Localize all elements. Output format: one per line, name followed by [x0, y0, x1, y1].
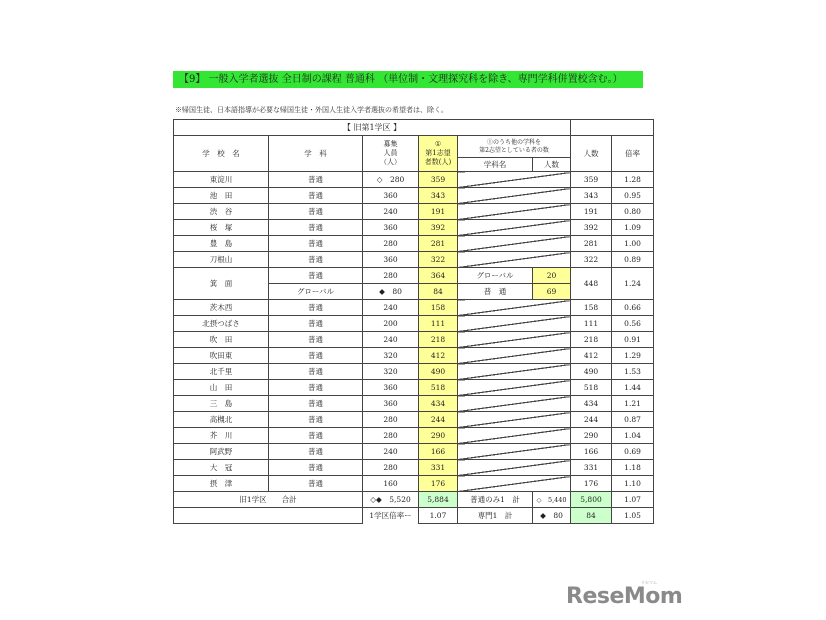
first-choice: 364: [419, 268, 458, 284]
ratio: 1.00: [612, 236, 654, 252]
capacity: 200: [363, 316, 419, 332]
first-choice: 331: [419, 460, 458, 476]
first-choice: 84: [419, 284, 458, 300]
capacity: 240: [363, 444, 419, 460]
school-name: 山 田: [174, 380, 269, 396]
dept: 普通: [269, 348, 363, 364]
empty-cell: [174, 508, 363, 524]
capacity: ◇ 280: [363, 172, 419, 188]
school-name: 渋 谷: [174, 204, 269, 220]
dept: 普通: [269, 332, 363, 348]
empty-cell: [571, 120, 654, 136]
header-second: ①のうち他の学科を 第2志望としている者の数: [458, 136, 571, 158]
dept: 普通: [269, 460, 363, 476]
count: 218: [571, 332, 612, 348]
first-choice: 281: [419, 236, 458, 252]
table-row: [174, 236, 654, 252]
table-row: [174, 188, 654, 204]
ratio: 1.53: [612, 364, 654, 380]
school-name: 刀根山: [174, 252, 269, 268]
ratio: 1.21: [612, 396, 654, 412]
dept: 普通: [269, 300, 363, 316]
count: 244: [571, 412, 612, 428]
table-row: [174, 348, 654, 364]
count: 290: [571, 428, 612, 444]
table-row: [174, 204, 654, 220]
section-title: 【9】 一般入学者選抜 全日制の課程 普通科 （単位制・文理探究科を除き、専門学科併置校含む。）: [173, 71, 643, 88]
school-name: 高槻北: [174, 412, 269, 428]
capacity: 280: [363, 460, 419, 476]
futsu-capacity: ◇ 5,440: [533, 492, 571, 508]
first-choice: 244: [419, 412, 458, 428]
header-second-count: 人数: [533, 158, 571, 172]
second-slash: [458, 476, 571, 492]
first-choice: 176: [419, 476, 458, 492]
first-choice: 359: [419, 172, 458, 188]
ratio: 0.66: [612, 300, 654, 316]
dept: 普通: [269, 444, 363, 460]
first-choice: 343: [419, 188, 458, 204]
school-name: 池 田: [174, 188, 269, 204]
table-row: [174, 396, 654, 412]
table-row: [174, 172, 654, 188]
table-row: [174, 460, 654, 476]
table-row: [174, 252, 654, 268]
count: 331: [571, 460, 612, 476]
count: 176: [571, 476, 612, 492]
count: 518: [571, 380, 612, 396]
table-row: [174, 364, 654, 380]
count: 111: [571, 316, 612, 332]
header-first: ① 第1志望 者数(人): [419, 136, 458, 172]
ratio: 0.80: [612, 204, 654, 220]
header-count: 人数: [571, 136, 612, 172]
second-dept: グローバル: [458, 268, 533, 284]
second-slash: [458, 220, 571, 236]
second-count: 20: [533, 268, 571, 284]
dept: 普通: [269, 428, 363, 444]
school-name: 東淀川: [174, 172, 269, 188]
second-count: 69: [533, 284, 571, 300]
table-row: [174, 332, 654, 348]
ratio: 1.04: [612, 428, 654, 444]
table-row: [174, 300, 654, 316]
dept: 普通: [269, 236, 363, 252]
table-row: [174, 476, 654, 492]
school-name: 豊 島: [174, 236, 269, 252]
header-capacity: 募集 人員 （人）: [363, 136, 419, 172]
dept: 普通: [269, 412, 363, 428]
district-ratio-label: 1学区倍率ー: [363, 508, 419, 524]
capacity: 240: [363, 300, 419, 316]
dept: 普通: [269, 204, 363, 220]
total-label: 旧1学区 合計: [174, 492, 363, 508]
capacity: 360: [363, 396, 419, 412]
second-slash: [458, 364, 571, 380]
first-choice: 518: [419, 380, 458, 396]
capacity: 320: [363, 364, 419, 380]
senmon-capacity: ◆ 80: [533, 508, 571, 524]
count: 343: [571, 188, 612, 204]
ratio: 0.95: [612, 188, 654, 204]
first-choice: 490: [419, 364, 458, 380]
dept: 普通: [269, 396, 363, 412]
note-text: ※帰国生徒、日本語指導が必要な帰国生徒・外国人生徒入学者選抜の希望者は、除く。: [175, 106, 448, 114]
count: 412: [571, 348, 612, 364]
ratio: 0.56: [612, 316, 654, 332]
school-name: 箕 面: [174, 268, 269, 300]
first-choice: 290: [419, 428, 458, 444]
first-choice: 392: [419, 220, 458, 236]
district-ratio-value: 1.07: [419, 508, 458, 524]
count: 448: [571, 268, 612, 300]
count: 359: [571, 172, 612, 188]
dept: 普通: [269, 476, 363, 492]
count: 191: [571, 204, 612, 220]
ratio: 0.89: [612, 252, 654, 268]
futsu-count: 5,800: [571, 492, 612, 508]
first-choice: 111: [419, 316, 458, 332]
first-choice: 191: [419, 204, 458, 220]
first-choice: 322: [419, 252, 458, 268]
second-slash: [458, 428, 571, 444]
ratio: 1.10: [612, 476, 654, 492]
count: 392: [571, 220, 612, 236]
ratio: 0.87: [612, 412, 654, 428]
capacity: ◆ 80: [363, 284, 419, 300]
count: 158: [571, 300, 612, 316]
school-name: 吹 田: [174, 332, 269, 348]
school-name: 阿武野: [174, 444, 269, 460]
ratio: 0.91: [612, 332, 654, 348]
second-slash: [458, 188, 571, 204]
futsu-label: 普通のみ1 計: [458, 492, 533, 508]
senmon-count: 84: [571, 508, 612, 524]
second-slash: [458, 348, 571, 364]
school-name: 北摂つばさ: [174, 316, 269, 332]
capacity: 280: [363, 268, 419, 284]
second-slash: [458, 332, 571, 348]
dept: 普通: [269, 364, 363, 380]
ratio: 1.28: [612, 172, 654, 188]
second-slash: [458, 444, 571, 460]
dept: 普通: [269, 268, 363, 284]
second-slash: [458, 460, 571, 476]
header-second-dept: 学科名: [458, 158, 533, 172]
dept: 普通: [269, 188, 363, 204]
capacity: 280: [363, 236, 419, 252]
second-slash: [458, 172, 571, 188]
table-row: [174, 316, 654, 332]
first-choice: 218: [419, 332, 458, 348]
count: 490: [571, 364, 612, 380]
second-slash: [458, 300, 571, 316]
second-slash: [458, 316, 571, 332]
count: 434: [571, 396, 612, 412]
dept: 普通: [269, 252, 363, 268]
ratio: 0.69: [612, 444, 654, 460]
school-name: 摂 津: [174, 476, 269, 492]
table-row: [174, 412, 654, 428]
count: 166: [571, 444, 612, 460]
table-row: [174, 428, 654, 444]
school-name: 茨木西: [174, 300, 269, 316]
results-table: [173, 119, 654, 524]
header-ratio: 倍率: [612, 136, 654, 172]
capacity: 160: [363, 476, 419, 492]
table-row: [174, 444, 654, 460]
first-choice: 158: [419, 300, 458, 316]
capacity: 360: [363, 188, 419, 204]
dept: 普通: [269, 316, 363, 332]
header-school: 学 校 名: [174, 136, 269, 172]
school-name: 吹田東: [174, 348, 269, 364]
watermark-kana: リセマム: [641, 580, 657, 585]
table-row: [174, 220, 654, 236]
capacity: 240: [363, 332, 419, 348]
school-name: 芥 川: [174, 428, 269, 444]
dept: 普通: [269, 172, 363, 188]
capacity: 360: [363, 380, 419, 396]
second-slash: [458, 396, 571, 412]
school-name: 大 冠: [174, 460, 269, 476]
ratio: 1.09: [612, 220, 654, 236]
count: 281: [571, 236, 612, 252]
capacity: 280: [363, 428, 419, 444]
first-choice: 166: [419, 444, 458, 460]
dept: 普通: [269, 380, 363, 396]
first-choice: 412: [419, 348, 458, 364]
school-name: 三 島: [174, 396, 269, 412]
futsu-ratio: 1.07: [612, 492, 654, 508]
second-slash: [458, 236, 571, 252]
count: 322: [571, 252, 612, 268]
ratio: 1.44: [612, 380, 654, 396]
senmon-ratio: 1.05: [612, 508, 654, 524]
total-capacity: ◇◆ 5,520: [363, 492, 419, 508]
capacity: 240: [363, 204, 419, 220]
school-name: 北千里: [174, 364, 269, 380]
dept: 普通: [269, 220, 363, 236]
senmon-label: 専門1 計: [458, 508, 533, 524]
second-dept: 普 通: [458, 284, 533, 300]
capacity: 320: [363, 348, 419, 364]
total-first: 5,884: [419, 492, 458, 508]
second-slash: [458, 204, 571, 220]
capacity: 360: [363, 220, 419, 236]
second-slash: [458, 412, 571, 428]
school-name: 桜 塚: [174, 220, 269, 236]
second-slash: [458, 380, 571, 396]
ratio: 1.18: [612, 460, 654, 476]
capacity: 280: [363, 412, 419, 428]
header-dept: 学 科: [269, 136, 363, 172]
resemom-logo: ReseMom: [566, 584, 683, 609]
capacity: 360: [363, 252, 419, 268]
district-label: 【 旧第1学区 】: [174, 120, 571, 136]
first-choice: 434: [419, 396, 458, 412]
dept: グローバル: [269, 284, 363, 300]
ratio: 1.24: [612, 268, 654, 300]
ratio: 1.29: [612, 348, 654, 364]
second-slash: [458, 252, 571, 268]
table-row: [174, 380, 654, 396]
